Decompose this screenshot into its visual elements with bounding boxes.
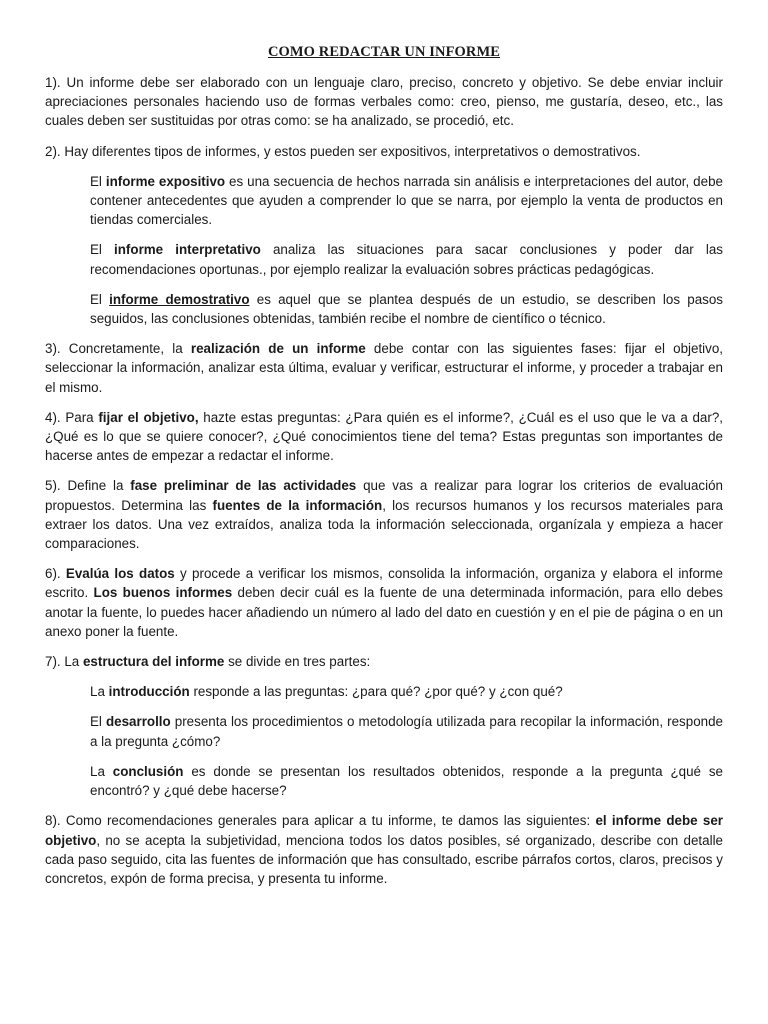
text-segment: , los recursos humanos y los recursos materiales para extraer los datos. Una vez extraídos, analiza toda la información seleccionada, organízala y empieza a hacer comparaciones. [45,497,723,552]
text-segment: analiza las situaciones para sacar conclusiones y poder dar las recomendaciones oportunas., por ejemplo realizar la evaluación sobres prácticas pedagógicas. [90,242,723,277]
term-evalua-datos: Evalúa los datos [65,566,175,582]
paragraph-informe-expositivo [90,172,723,230]
paragraph-informe-interpretativo [90,240,723,278]
text-segment: , no se acepta la subjetividad, menciona todos los datos posibles, sé organizado, describe con detalle cada paso seguido, cita las fuentes de información que has consultado, escribe párrafos cortos, claros, precisos y concretos, expón de forma precisa, y presenta tu informe. [45,832,723,886]
text-segment: hazte estas preguntas: ¿Para quién es el informe?, ¿Cuál es el uso que le va a dar?, ¿Qué es lo que se quiere conocer?, ¿Qué conocimientos tiene del tema? Estas preguntas son importantes de hacerse antes de empezar a redactar el informe. [45,409,723,464]
text-segment: que vas a realizar para lograr los criterios de evaluación propuestos. Determina las [45,478,723,513]
term-informe-expositivo: informe expositivo [105,173,226,189]
text-segment: es una secuencia de hechos narrada sin análisis e interpretaciones del autor, debe contener antecedentes que ayuden a comprender lo que se narra, por ejemplo la venta de productos en tiendas comerciales. [90,173,723,228]
text-segment: deben decir cuál es la fuente de una determinada información, para ello debes anotar la fuente, lo puedes hacer añadiendo un número al lado del dato en cuestión y en el pie de página o en un anexo poner la fuente. [45,585,723,639]
paragraph-conclusion [90,762,723,800]
term-conclusion: conclusión [112,763,184,779]
text-segment: El [90,714,106,730]
term-informe-demostrativo: informe demostrativo [109,291,250,307]
text-segment: El [90,173,106,189]
term-estructura-informe: estructura del informe [82,654,225,670]
text-segment: El [90,242,115,258]
text-segment: y procede a verificar los mismos, consolida la información, organiza y elabora el informe escrito. [45,566,723,601]
text-segment: es aquel que se plantea después de un estudio, se describen los pasos seguidos, las conclusiones obtenidas, también recibe el nombre de científico o técnico. [90,291,723,327]
paragraph-introduccion [90,682,723,701]
term-introduccion: introducción [108,684,190,700]
paragraph-6 [45,564,723,641]
text-segment: 5). Define la [45,478,131,494]
term-informe-objetivo: el informe debe ser objetivo [45,813,723,848]
text-segment: La [90,684,109,700]
paragraph-3 [45,339,723,397]
term-fuentes-informacion: fuentes de la información [212,497,383,513]
paragraph-1-text: 1). Un informe debe ser elaborado con un lenguaje claro, preciso, concreto y objetivo. Se debe enviar incluir apreciaciones personales haciendo uso de formas verbales como: creo, pienso, me gustaría, deseo, etc., las cuales deben ser sustituidas por otras como: se ha analizado, se procedió, etc. [45,75,723,129]
paragraph-informe-demostrativo [90,290,723,328]
term-fase-preliminar: fase preliminar de las actividades [130,478,357,494]
text-segment: debe contar con las siguientes fases: fijar el objetivo, seleccionar la información, analizar esta última, evaluar y verificar, estructurar el informe, y proceder a trabajar en el mismo. [45,341,723,395]
term-fijar-objetivo: fijar el objetivo, [98,409,199,425]
text-segment: presenta los procedimientos o metodología utilizada para recopilar la información, responde a la pregunta ¿cómo? [90,714,723,749]
text-segment: se divide en tres partes: [224,654,371,670]
paragraph-5 [45,476,723,553]
text-segment: responde a las preguntas: ¿para qué? ¿por qué? y ¿con qué? [189,684,563,700]
text-segment: La [90,763,113,779]
text-segment: El [90,291,110,307]
paragraph-desarrollo [90,712,723,750]
text-segment: es donde se presentan los resultados obtenidos, responde a la pregunta ¿qué se encontró? y ¿qué debe hacerse? [90,763,723,799]
paragraph-1 [45,73,723,131]
term-buenos-informes: Los buenos informes [93,585,233,601]
paragraph-7 [45,652,723,671]
term-desarrollo: desarrollo [105,714,171,730]
paragraph-4 [45,408,723,466]
text-segment: 8). Como recomendaciones generales para aplicar a tu informe, te damos las siguientes: [45,813,596,829]
text-segment: 3). Concretamente, la [45,341,191,357]
term-realizacion: realización de un informe [190,341,366,357]
text-segment: 7). La [45,654,83,670]
term-informe-interpretativo: informe interpretativo [114,242,261,258]
paragraph-2-text: 2). Hay diferentes tipos de informes, y estos pueden ser expositivos, interpretativos o demostrativos. [45,143,641,159]
text-segment: 4). Para [45,409,99,425]
text-segment: 6). [45,566,66,582]
paragraph-8 [45,811,723,888]
paragraph-2 [45,142,723,161]
document-title: COMO REDACTAR UN INFORME [267,44,501,60]
